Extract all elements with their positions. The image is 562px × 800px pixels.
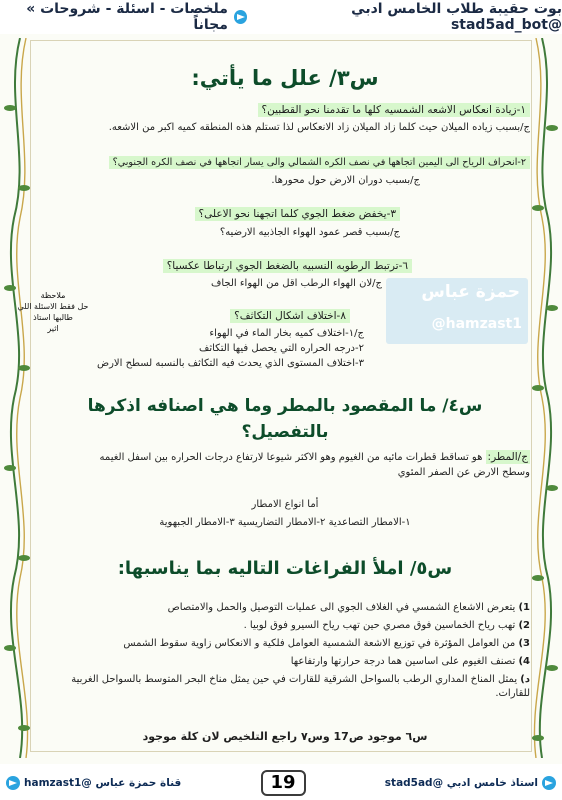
item-number: 4): [518, 656, 530, 667]
answer-text: وسطح الارض عن الصفر المئوي: [397, 467, 530, 478]
item-text: تهب رياح الخماسين فوق مصري حين تهب رياح السيرو فوق لوبيا .: [243, 620, 516, 631]
item-text: يتعرض الاشعاع الشمسي في الغلاف الجوي الى عمليات التوصيل والحمل والامتصاص: [167, 602, 516, 613]
fill-item: [40, 655, 530, 669]
item-number: 3): [518, 638, 530, 649]
section3-q1: [40, 98, 530, 117]
item-text: من العوامل المؤثرة في توزيع الاشعة الشمسية العوامل فلكية و الانعكاس زاوية سقوط الشمس: [123, 638, 516, 649]
section3-q2: [40, 150, 530, 169]
answer-text: ج/بسبب قصر عمود الهواء الجاذبيه الارضيه؟: [219, 227, 400, 238]
telegram-icon: [234, 10, 247, 24]
footer-right: [385, 776, 556, 790]
answer-text: ٢-درجه الحراره التي يحصل فيها التكاثف: [198, 343, 364, 354]
note-title: ملاحظة: [40, 291, 66, 300]
rain-types-title: أما انواع الامطار: [251, 499, 319, 510]
banner-main: بوت حقيبة طلاب الخامس ادبي @stad5ad_bot: [351, 1, 562, 33]
answer-text: هو تساقط قطرات مائيه من الغيوم وهو الاكثر شيوعا لارتفاع درجات الحراره بين اسفل الغيمه: [99, 452, 483, 463]
section4-heading-line2: بالتفصيل؟: [241, 422, 329, 442]
question-text: ١-زيادة انعكاس الاشعه الشمسيه كلها ما تقدمنا نحو القطبين؟: [258, 103, 530, 117]
answer-text: ٣-اختلاف المستوى الذي يحدث فيه التكاثف بالنسبه لسطح الارض: [97, 358, 364, 369]
footer-right-text: استاذ خامس ادبي @stad5ad: [384, 777, 538, 789]
fill-item: [40, 601, 530, 615]
watermark: [386, 278, 528, 344]
ornament-right-border: [528, 38, 562, 758]
footer: [0, 766, 562, 800]
telegram-icon: [6, 776, 20, 790]
section3-heading: س٣/ علل ما يأتي:: [191, 66, 379, 90]
section6-note: س٦ موجود ص17 وس٧ راجع التلخيص لان كلة موجود: [142, 730, 428, 743]
question-text: ٣-يخفض ضغط الجوي كلما اتجهنا نحو الاعلى؟: [195, 207, 400, 221]
section5-heading: س٥/ املأ الفراغات التاليه بما يناسبها:: [117, 558, 453, 579]
question-text: ٨-اختلاف اشكال التكاثف؟: [230, 309, 350, 323]
section3-q3: [40, 202, 400, 221]
fill-item: [40, 673, 530, 701]
item-text: تصنف الغيوم على اساسين هما درجة حرارتها وارتفاعها: [290, 656, 516, 667]
top-banner: [0, 0, 562, 34]
ornament-left-border: [0, 38, 34, 758]
answer-text: ج/بسبب دوران الارض حول محورها.: [271, 175, 420, 186]
section4-answer: [40, 450, 530, 465]
item-number: د): [520, 674, 530, 685]
answer-text: ج/١-اختلاف كميه بخار الماء في الهواء: [209, 328, 364, 339]
item-number: 2): [518, 620, 530, 631]
item-number: 1): [518, 602, 530, 613]
question-text: ٦-ترتبط الرطوبه النسبيه بالضغط الجوي ارتباطا عكسيا؟: [163, 259, 412, 273]
footer-left-text: قناة حمزة عباس @hamzast1: [24, 777, 182, 789]
fill-item: [40, 637, 530, 651]
side-note: [16, 290, 90, 334]
answer-text: ج/بسبب زياده الميلان حيث كلما زاد الميلان زاد الانعكاس لذا تستلم هذه المنطقه كميه اكبر من الاشعه.: [108, 122, 530, 133]
banner-prefix: ملخصات - اسئلة - شروحات » مجاناً: [26, 1, 228, 33]
answer-label: ج/المطر:: [487, 451, 528, 463]
footer-left: [6, 776, 181, 790]
note-line: اثير: [47, 324, 59, 333]
item-text: يمثل المناخ المداري الرطب بالسواحل الشرقية للقارات في حين يمثل مناخ البحر المتوسط بالسواحل الغربية للقارات.: [71, 674, 530, 699]
telegram-icon: [542, 776, 556, 790]
rain-types-list: ١-الامطار التصاعدية ٢-الامطار التضاريسية ٣-الامطار الجبهوية: [159, 517, 411, 528]
note-line: حل فقط الاسئلة اللي طالبها استاذ: [17, 302, 89, 322]
watermark-handle: @hamzast1: [431, 316, 522, 332]
page-number: 19: [261, 770, 306, 796]
answer-text: ج/لان الهواء الرطب اقل من الهواء الجاف: [210, 278, 382, 289]
watermark-name: حمزة عباس: [421, 282, 520, 302]
section3-q6: [40, 254, 412, 273]
question-text: ٢-انحراف الرياح الى اليمين اتجاهها في نصف الكره الشمالي والى يسار اتجاهها في نصف الكره الجنوبي؟: [109, 156, 530, 169]
section4-heading-line1: س٤/ ما المقصود بالمطر وما هي اصنافه اذكرها: [87, 396, 483, 416]
fill-item: [40, 619, 530, 633]
